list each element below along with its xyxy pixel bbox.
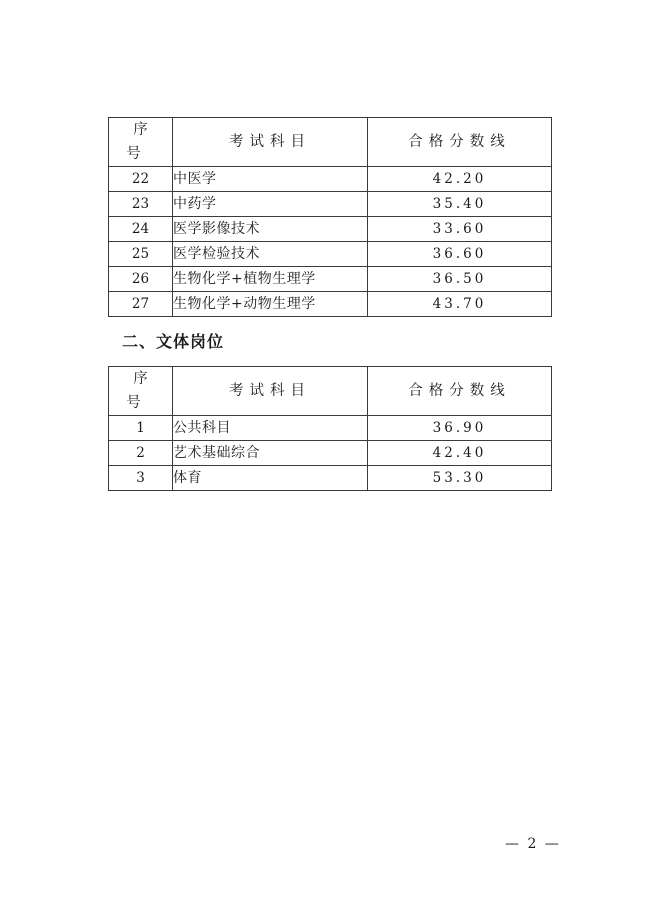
row-score: 35.40	[368, 192, 552, 217]
header-seq: 序 号	[109, 118, 173, 167]
row-seq: 1	[109, 416, 173, 441]
header-seq: 序 号	[109, 367, 173, 416]
table-header-row	[109, 367, 552, 416]
header-score: 合格分数线	[368, 367, 552, 416]
row-seq: 25	[109, 242, 173, 267]
table-row	[109, 217, 552, 242]
row-subject: 中医学	[173, 167, 368, 192]
row-score: 33.60	[368, 217, 552, 242]
table-row	[109, 441, 552, 466]
table-row	[109, 466, 552, 491]
row-subject: 医学检验技术	[173, 242, 368, 267]
row-seq: 3	[109, 466, 173, 491]
row-score: 43.70	[368, 292, 552, 317]
table-row	[109, 267, 552, 292]
table-row	[109, 192, 552, 217]
row-score: 42.40	[368, 441, 552, 466]
table-row	[109, 292, 552, 317]
row-seq: 24	[109, 217, 173, 242]
row-score: 42.20	[368, 167, 552, 192]
header-score: 合格分数线	[368, 118, 552, 167]
row-seq: 2	[109, 441, 173, 466]
row-seq: 26	[109, 267, 173, 292]
row-score: 36.90	[368, 416, 552, 441]
row-score: 36.50	[368, 267, 552, 292]
row-subject: 生物化学+植物生理学	[173, 267, 368, 292]
header-subject: 考试科目	[173, 118, 368, 167]
row-subject: 体育	[173, 466, 368, 491]
row-subject: 艺术基础综合	[173, 441, 368, 466]
row-seq: 22	[109, 167, 173, 192]
row-subject: 医学影像技术	[173, 217, 368, 242]
table-row	[109, 167, 552, 192]
row-score: 36.60	[368, 242, 552, 267]
page-number: — 2 —	[505, 836, 561, 852]
header-subject: 考试科目	[173, 367, 368, 416]
row-subject: 公共科目	[173, 416, 368, 441]
score-table-continued	[108, 117, 552, 317]
row-score: 53.30	[368, 466, 552, 491]
table-row	[109, 242, 552, 267]
row-seq: 27	[109, 292, 173, 317]
row-subject: 中药学	[173, 192, 368, 217]
row-subject: 生物化学+动物生理学	[173, 292, 368, 317]
score-table-sports-culture	[108, 366, 552, 491]
section-heading-sports-culture: 二、文体岗位	[122, 332, 225, 351]
table-header-row	[109, 118, 552, 167]
table-row	[109, 416, 552, 441]
row-seq: 23	[109, 192, 173, 217]
